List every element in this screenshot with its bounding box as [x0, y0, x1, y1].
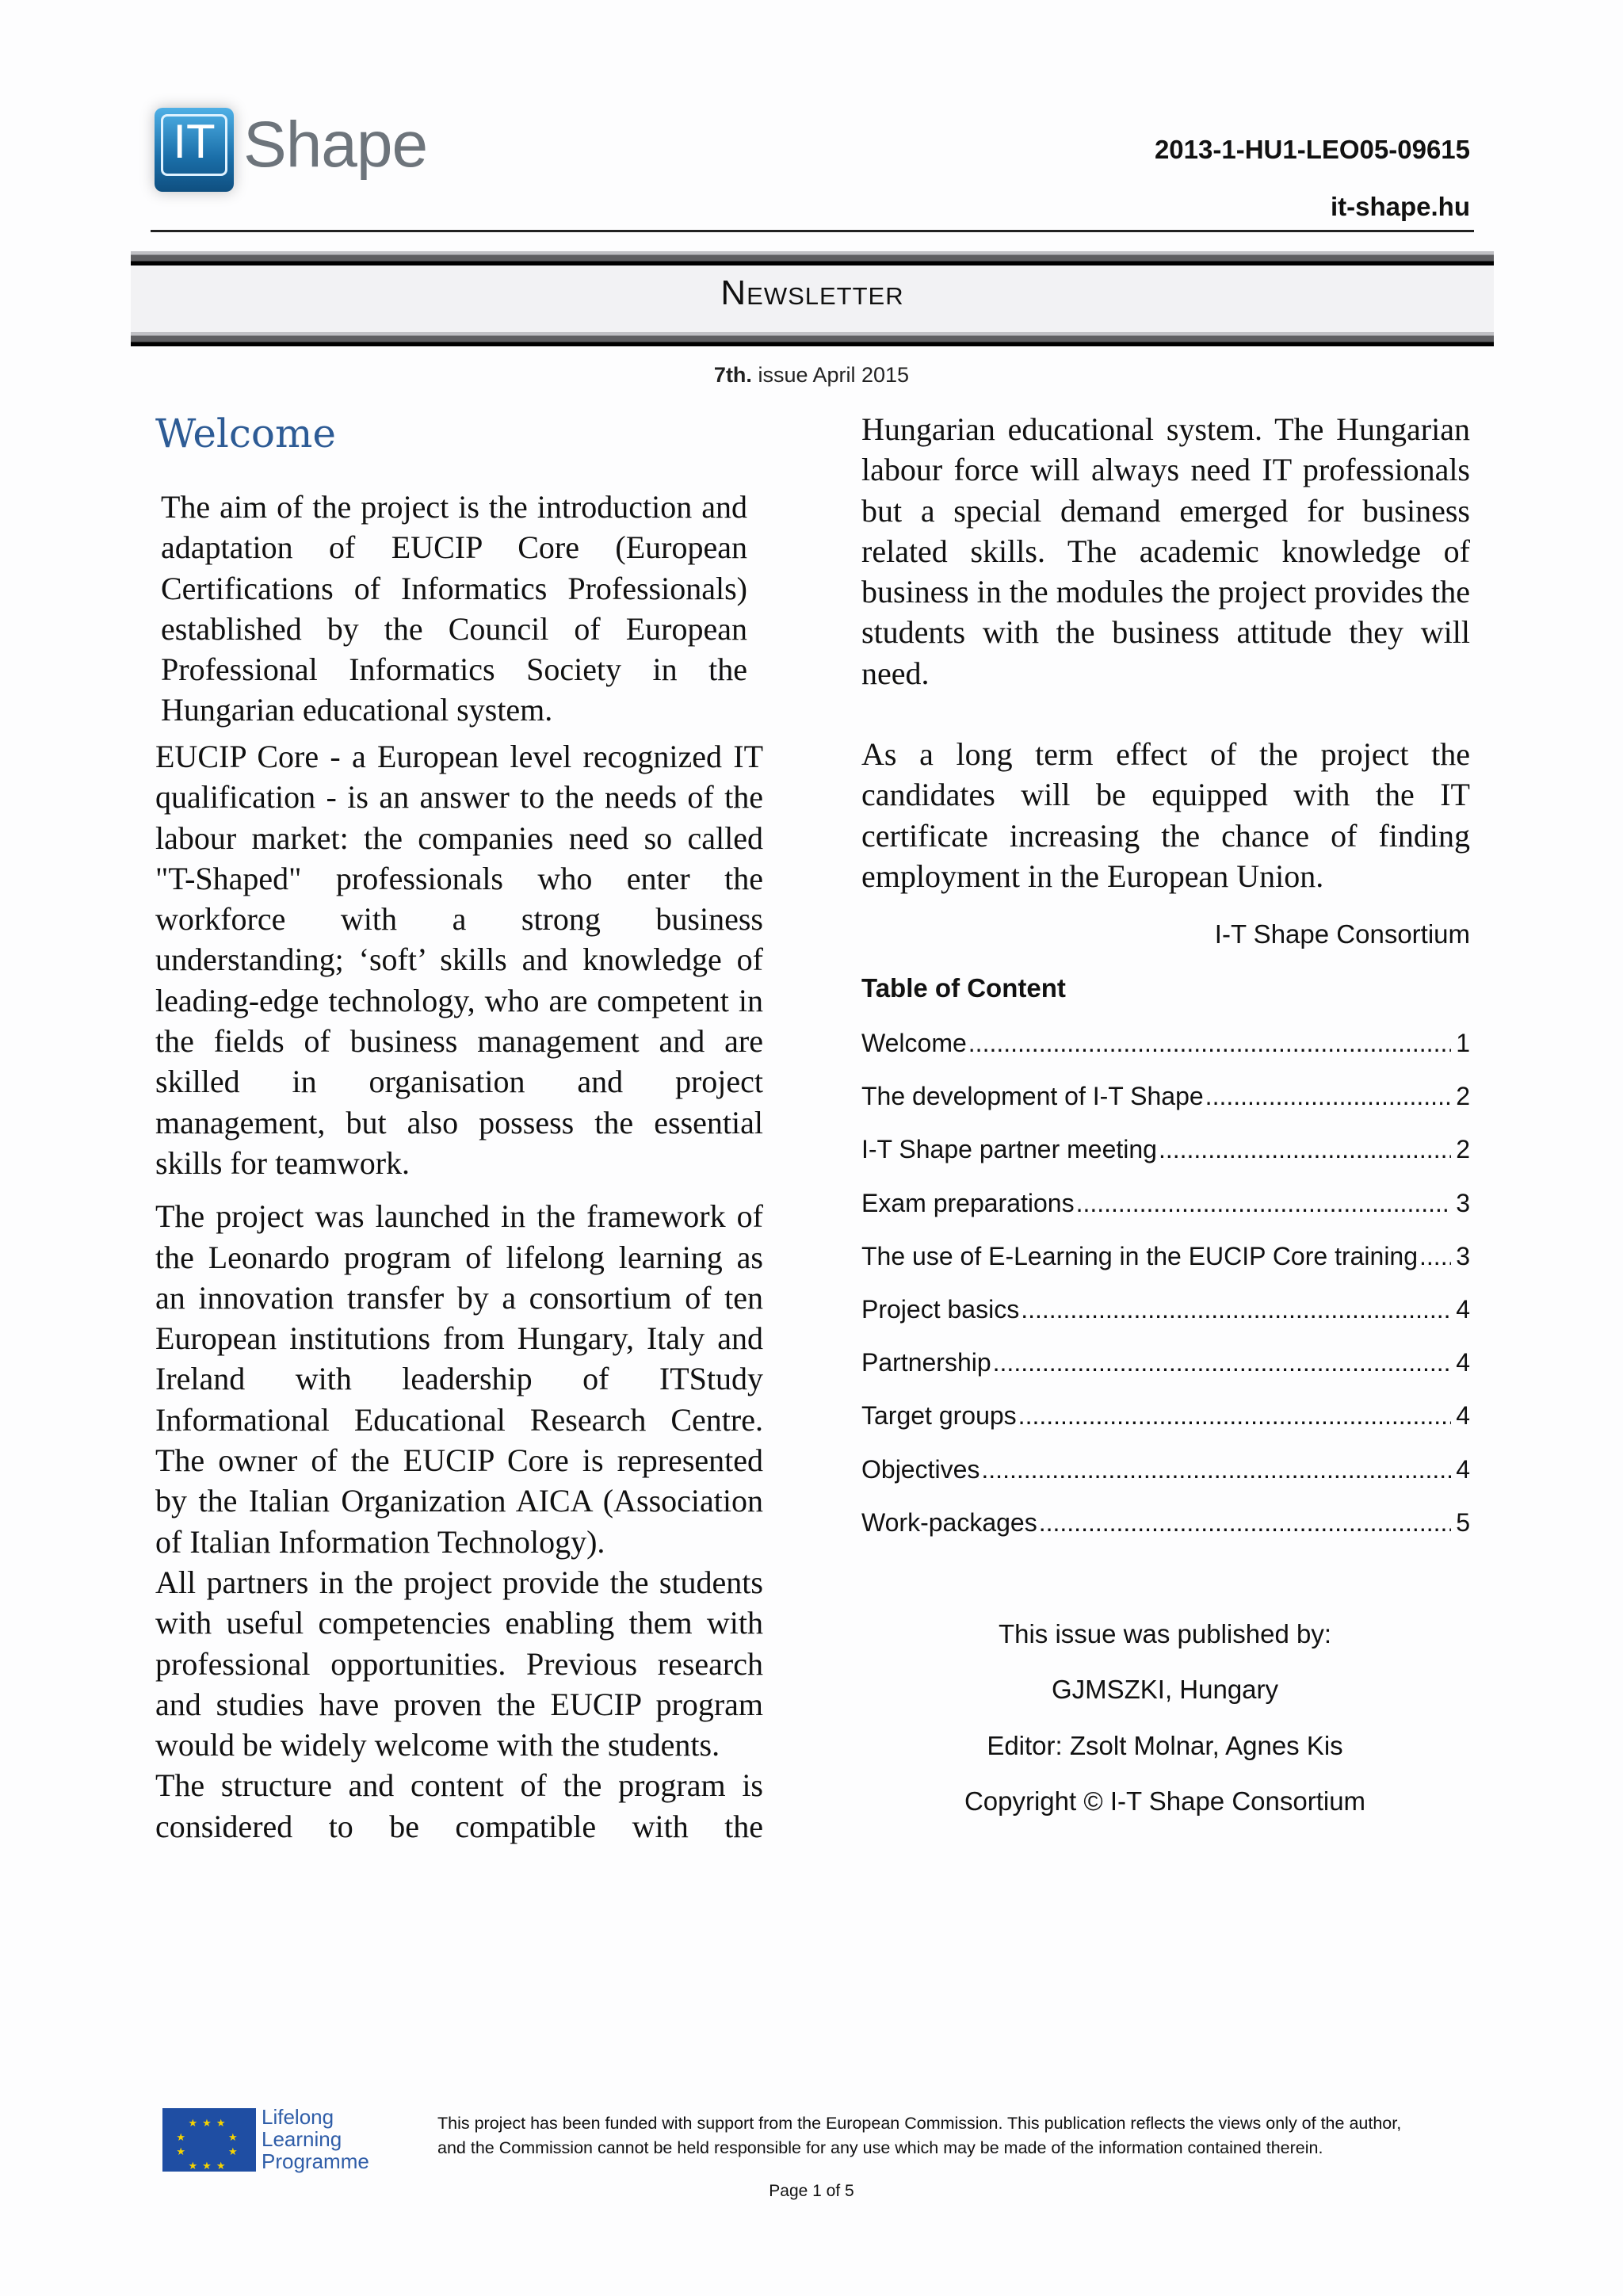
toc-page: 4	[1456, 1294, 1470, 1324]
toc-entry[interactable]	[861, 1455, 1470, 1508]
issue-line	[0, 363, 1623, 388]
toc-entry[interactable]	[861, 1401, 1470, 1454]
toc-page: 4	[1456, 1401, 1470, 1431]
welcome-paragraphs	[155, 736, 763, 1847]
copyright: Copyright © I-T Shape Consortium	[964, 1786, 1366, 1817]
toc-title: Table of Content	[861, 973, 1066, 1003]
welcome-heading: Welcome	[155, 411, 337, 457]
published-by: This issue was published by:	[998, 1619, 1332, 1648]
toc-page: 2	[1456, 1135, 1470, 1164]
paragraph-text: As a long term effect of the project the candidates will be equipped with the IT certificate increasing the chance of finding employment in the European Union.	[861, 736, 1470, 894]
paragraph-text: All partners in the project provide the students with useful competencies enabling them with professional opportunities. Previous research and studies have proven the EUCIP program would be widely welcome with the students.	[155, 1564, 763, 1763]
it-shape-logo	[155, 101, 428, 197]
logo-line: Lifelong	[262, 2105, 334, 2129]
toc-entry[interactable]	[861, 1348, 1470, 1401]
toc-leader	[993, 1348, 1452, 1377]
logo-line: Programme	[262, 2149, 369, 2173]
toc-entry[interactable]	[861, 1029, 1470, 1082]
page-number: Page 1 of 5	[769, 2182, 854, 2200]
disclaimer-line: and the Commission cannot be held responsible for any use which may be made of the information contained therein.	[437, 2138, 1323, 2157]
toc-label: I-T Shape partner meeting	[861, 1135, 1157, 1164]
lifelong-learning-logo	[162, 2106, 376, 2177]
toc-page: 2	[1456, 1082, 1470, 1111]
toc-label: Target groups	[861, 1401, 1017, 1431]
toc-label: Work-packages	[861, 1507, 1037, 1537]
paragraph-text: EUCIP Core - a European level recognized IT qualification - is an answer to the needs of the labour market: the companies need so called "T-Shaped" professionals who enter the workforce with a strong business understanding; ‘soft’ skills and knowledge of leading-edge technology, who are competent in the fields of business management and are skilled in organisation and project management, but also possess the essential skills for teamwork.	[155, 739, 763, 1181]
toc-label: Objectives	[861, 1454, 980, 1484]
toc-entry[interactable]	[861, 1135, 1470, 1188]
toc-page: 5	[1456, 1507, 1470, 1537]
website: it-shape.hu	[1330, 192, 1470, 221]
toc-entry[interactable]	[861, 1242, 1470, 1295]
paragraph-text: The structure and content of the program is considered to be compatible with the	[155, 1767, 763, 1844]
paragraph-text: The project was launched in the framework of the Leonardo program of lifelong learning as an innovation transfer by a consortium of ten European institutions from Hungary, Italy and Ireland with leadership of ITStudy Informational Educational Research Centre. The owner of the EUCIP Core is represented by the Italian Organization AICA (Association of Italian Information Technology).	[155, 1198, 763, 1560]
paragraph-text: Hungarian educational system. The Hungarian labour force will always need IT professionals but a special demand emerged for business related skills. The academic knowledge of business in the modules the project provides the students with the business attitude they will need.	[861, 411, 1470, 691]
toc-leader	[1021, 1295, 1451, 1324]
publisher-name: GJMSZKI, Hungary	[1051, 1675, 1279, 1705]
logo-it-text: IT	[161, 114, 227, 176]
toc-page: 3	[1456, 1241, 1470, 1270]
toc-label: Welcome	[861, 1029, 967, 1057]
signature: I-T Shape Consortium	[1214, 919, 1470, 949]
toc-leader	[1419, 1242, 1451, 1271]
toc-leader	[981, 1455, 1451, 1484]
toc-entry[interactable]	[861, 1189, 1470, 1242]
toc-entry[interactable]	[861, 1082, 1470, 1135]
logo-badge	[155, 108, 234, 192]
funding-disclaimer	[437, 2111, 1401, 2160]
toc-label: Exam preparations	[861, 1188, 1075, 1217]
issue-date: issue April 2015	[751, 363, 910, 387]
toc-leader	[1018, 1401, 1452, 1431]
toc-page: 3	[1456, 1188, 1470, 1217]
editors: Editor: Zsolt Molnar, Agnes Kis	[987, 1730, 1343, 1760]
table-of-contents	[861, 1029, 1470, 1561]
welcome-continued	[861, 409, 1470, 896]
toc-page: 4	[1456, 1454, 1470, 1484]
issue-number: 7th.	[713, 363, 752, 387]
disclaimer-line: This project has been funded with support from the European Commission. This publication reflects the views only of the author,	[437, 2114, 1402, 2133]
toc-page: 1	[1456, 1029, 1470, 1057]
logo-word: Shape	[243, 109, 428, 181]
toc-leader	[1205, 1082, 1452, 1111]
toc-leader	[1039, 1508, 1451, 1538]
toc-label: The use of E-Learning in the EUCIP Core training	[861, 1241, 1419, 1270]
toc-entry[interactable]	[861, 1295, 1470, 1348]
project-code: 2013-1-HU1-LEO05-09615	[1154, 135, 1470, 164]
logo-text	[262, 2106, 369, 2172]
newsletter-banner	[131, 251, 1494, 346]
logo-line: Learning	[262, 2127, 342, 2151]
toc-label: The development of I-T Shape	[861, 1082, 1204, 1111]
paragraph-text: The aim of the project is the introduction and adaptation of EUCIP Core (European Certifications of Informatics Professionals) established by the Council of European Professional Informatics Society in the Hungarian educational system.	[161, 489, 747, 728]
toc-label: Partnership	[861, 1348, 991, 1377]
banner-rule-bottom	[131, 332, 1494, 346]
header-rule	[151, 230, 1474, 232]
banner-title: Newsletter	[720, 273, 904, 312]
toc-leader	[1076, 1189, 1452, 1218]
toc-label: Project basics	[861, 1294, 1020, 1324]
toc-leader	[1159, 1135, 1451, 1164]
toc-leader	[968, 1029, 1451, 1058]
publisher-info	[864, 1606, 1466, 1830]
eu-flag-icon: ★★★ ★ ★ ★ ★ ★★★	[162, 2108, 256, 2172]
toc-entry[interactable]	[861, 1508, 1470, 1561]
banner-rule-top	[131, 251, 1494, 266]
welcome-paragraph-1	[161, 487, 747, 731]
toc-page: 4	[1456, 1348, 1470, 1377]
